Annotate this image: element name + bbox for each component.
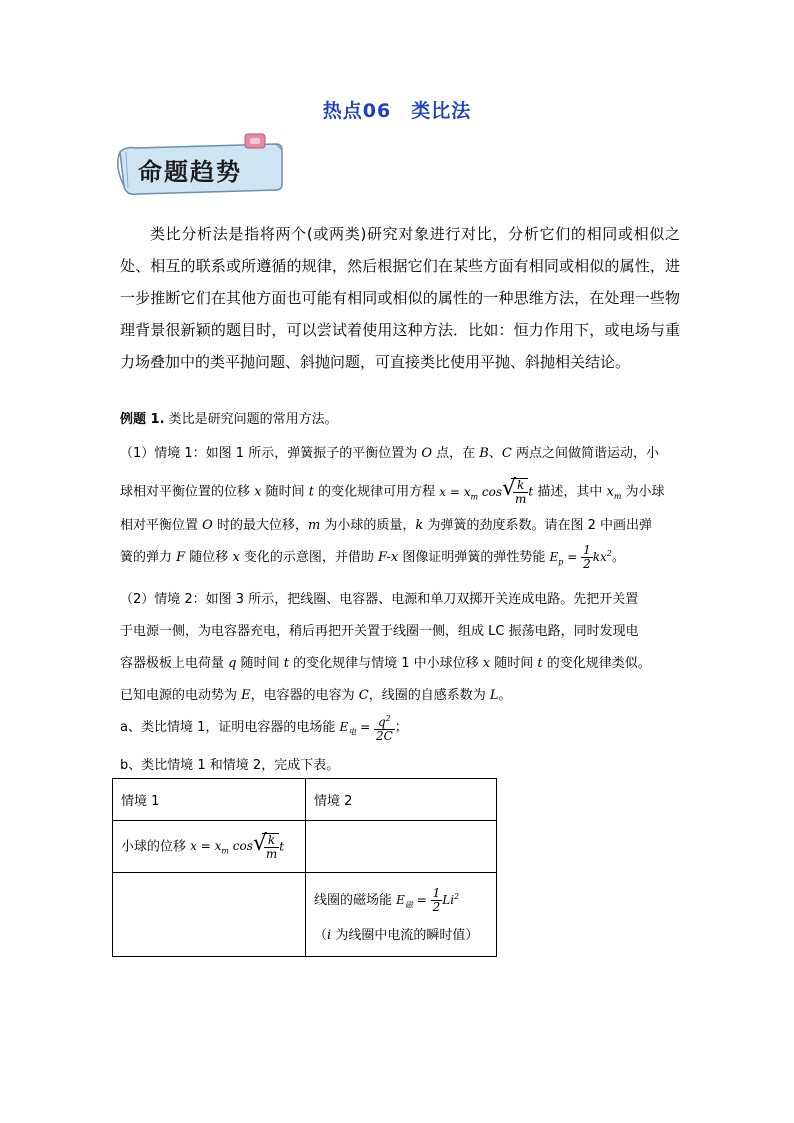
paper-clip-icon — [242, 130, 272, 152]
intro-paragraph: 类比分析法是指将两个(或两类)研究对象进行对比，分析它们的相同或相似之处、相互的联系或所遵循的规律，然后根据它们在某些方面有相同或相似的属性，进一步推断它们在其他方面也可能有相同或相似的属性的一种思维方法，在处理一些物理背景很新颖的题目时，可以尝试着使用这种方法．比如：恒力作用下，或电场与重力场叠加中的类平抛问题、斜抛问题，可直接类比使用平抛、斜抛相关结论。 — [120, 225, 680, 371]
var: m — [307, 518, 321, 533]
table-cell: 小球的位移 $x = x_m$ cos √ $\frac{k}{m}$ t — [113, 821, 306, 873]
text: 的变化规律可用方程 — [313, 484, 440, 500]
text: 为小球 — [621, 484, 665, 500]
text: 为小球的质量， — [320, 518, 416, 533]
table-row — [113, 779, 497, 821]
text: 已知电源的电动势为 — [120, 688, 242, 703]
text: 容器极板上电荷量 — [120, 656, 229, 671]
text: ，电容器的电容为 — [250, 688, 359, 703]
part2-line2: 于电源一侧，为电容器充电，稍后再把开关置于线圈一侧，组成 LC 振荡电路，同时发现电 — [120, 624, 639, 639]
text: 小球的位移 — [121, 839, 191, 854]
text: 。 — [498, 688, 512, 703]
text: 随时间 — [236, 656, 284, 671]
part1-line4: 簧的弹力 F 随位移 x 变化的示意图，并借助 F-x 图像证明弹簧的弹性势能 $E_p$ = $\frac{1}{2}$ $kx^2$。 — [120, 543, 625, 571]
var: F-x — [378, 550, 399, 565]
var: E — [241, 688, 251, 703]
text: 随位移 — [185, 550, 233, 565]
text: 相对平衡位置 — [120, 518, 203, 533]
sqrt: √ $\frac{k}{m}$ — [501, 476, 527, 506]
text: 簧的弹力 — [120, 550, 177, 565]
table-row — [113, 873, 497, 957]
text: （1）情境 1：如图 1 所示，弹簧振子的平衡位置为 — [120, 446, 422, 461]
text: 线圈的磁场能 — [314, 892, 397, 908]
var: O — [421, 446, 433, 461]
shm-equation: $x = x_m$ cos — [439, 484, 502, 501]
var: t — [308, 484, 314, 500]
question-a: a、类比情境 1，证明电容器的电场能 $E_电$ = $\frac{q^2}{2C}$ ； — [120, 714, 408, 743]
text: 为弹簧的劲度系数。请在图 2 中画出弹 — [423, 518, 652, 533]
example-heading — [120, 408, 338, 427]
var: F — [176, 550, 186, 565]
text: 球相对平衡位置的位移 — [120, 484, 255, 500]
var: x — [482, 656, 491, 671]
part1-line1 — [120, 442, 680, 461]
var: m — [613, 492, 622, 502]
badge-text: 命题趋势 — [138, 157, 242, 186]
section-badge — [116, 138, 286, 200]
text: 图像证明弹簧的弹性势能 — [398, 550, 550, 565]
electric-energy-formula: $E_电$ = — [339, 720, 374, 737]
var: B — [479, 446, 489, 461]
part1-line3 — [120, 514, 680, 533]
page-title: 热点06 类比法 — [322, 100, 472, 122]
text: 两点之间做简谐运动，小 — [511, 446, 659, 461]
var: t — [537, 656, 543, 671]
text: ，线圈的自感系数为 — [368, 688, 490, 703]
text: 、 — [488, 446, 502, 461]
var: L — [489, 688, 499, 703]
comparison-table — [112, 778, 497, 957]
text: ； — [394, 720, 408, 735]
text: 描述，其中 — [533, 484, 607, 500]
example-label: 例题 1. — [120, 412, 165, 427]
table-cell-empty[interactable] — [113, 873, 306, 957]
var: x — [232, 550, 240, 565]
var: x — [254, 484, 262, 500]
var: k — [415, 518, 424, 533]
table-header-1: 情境 1 — [113, 779, 306, 821]
var: x — [606, 484, 614, 500]
text: 随时间 — [490, 656, 538, 671]
text: 变化的示意图，并借助 — [239, 550, 379, 565]
table-row — [113, 821, 497, 873]
part1-line2: 球相对平衡位置的位移 x 随时间 t 的变化规律可用方程 $x = x_m$ cos √ $\frac{k}{m}$ t 描述，其中 $x_m$ 为小球 — [120, 476, 665, 506]
table-cell-empty[interactable] — [306, 821, 497, 873]
elastic-energy-formula: $E_p$ = — [549, 550, 582, 567]
text: 的变化规律类似。 — [542, 656, 651, 671]
var: q — [228, 656, 237, 671]
var: t — [283, 656, 289, 671]
example-stem: 类比是研究问题的常用方法。 — [168, 412, 338, 427]
text: 的变化规律与情境 1 中小球位移 — [288, 656, 483, 671]
var: C — [358, 688, 369, 703]
table-header-2: 情境 2 — [306, 779, 497, 821]
part2-line4 — [120, 684, 680, 703]
question-b: b、类比情境 1 和情境 2，完成下表。 — [120, 758, 340, 773]
text: 为线圈中电流的瞬时值） — [331, 927, 479, 943]
var: C — [501, 446, 512, 461]
part2-line1: （2）情境 2：如图 3 所示，把线圈、电容器、电源和单刀双掷开关连成电路。先把开关置 — [120, 592, 639, 607]
table-cell: 线圈的磁场能 $E_磁$ = $\frac{1}{2}$ Li$^2$ （i 为线圈中电流的瞬时值） — [306, 873, 497, 957]
text: 时的最大位移， — [212, 518, 308, 533]
text: a、类比情境 1，证明电容器的电场能 — [120, 720, 340, 735]
text: 点，在 — [432, 446, 480, 461]
part2-line3 — [120, 652, 680, 671]
var: O — [202, 518, 213, 533]
var: i — [327, 927, 332, 943]
text: （ — [314, 927, 328, 943]
text: 随时间 — [261, 484, 309, 500]
